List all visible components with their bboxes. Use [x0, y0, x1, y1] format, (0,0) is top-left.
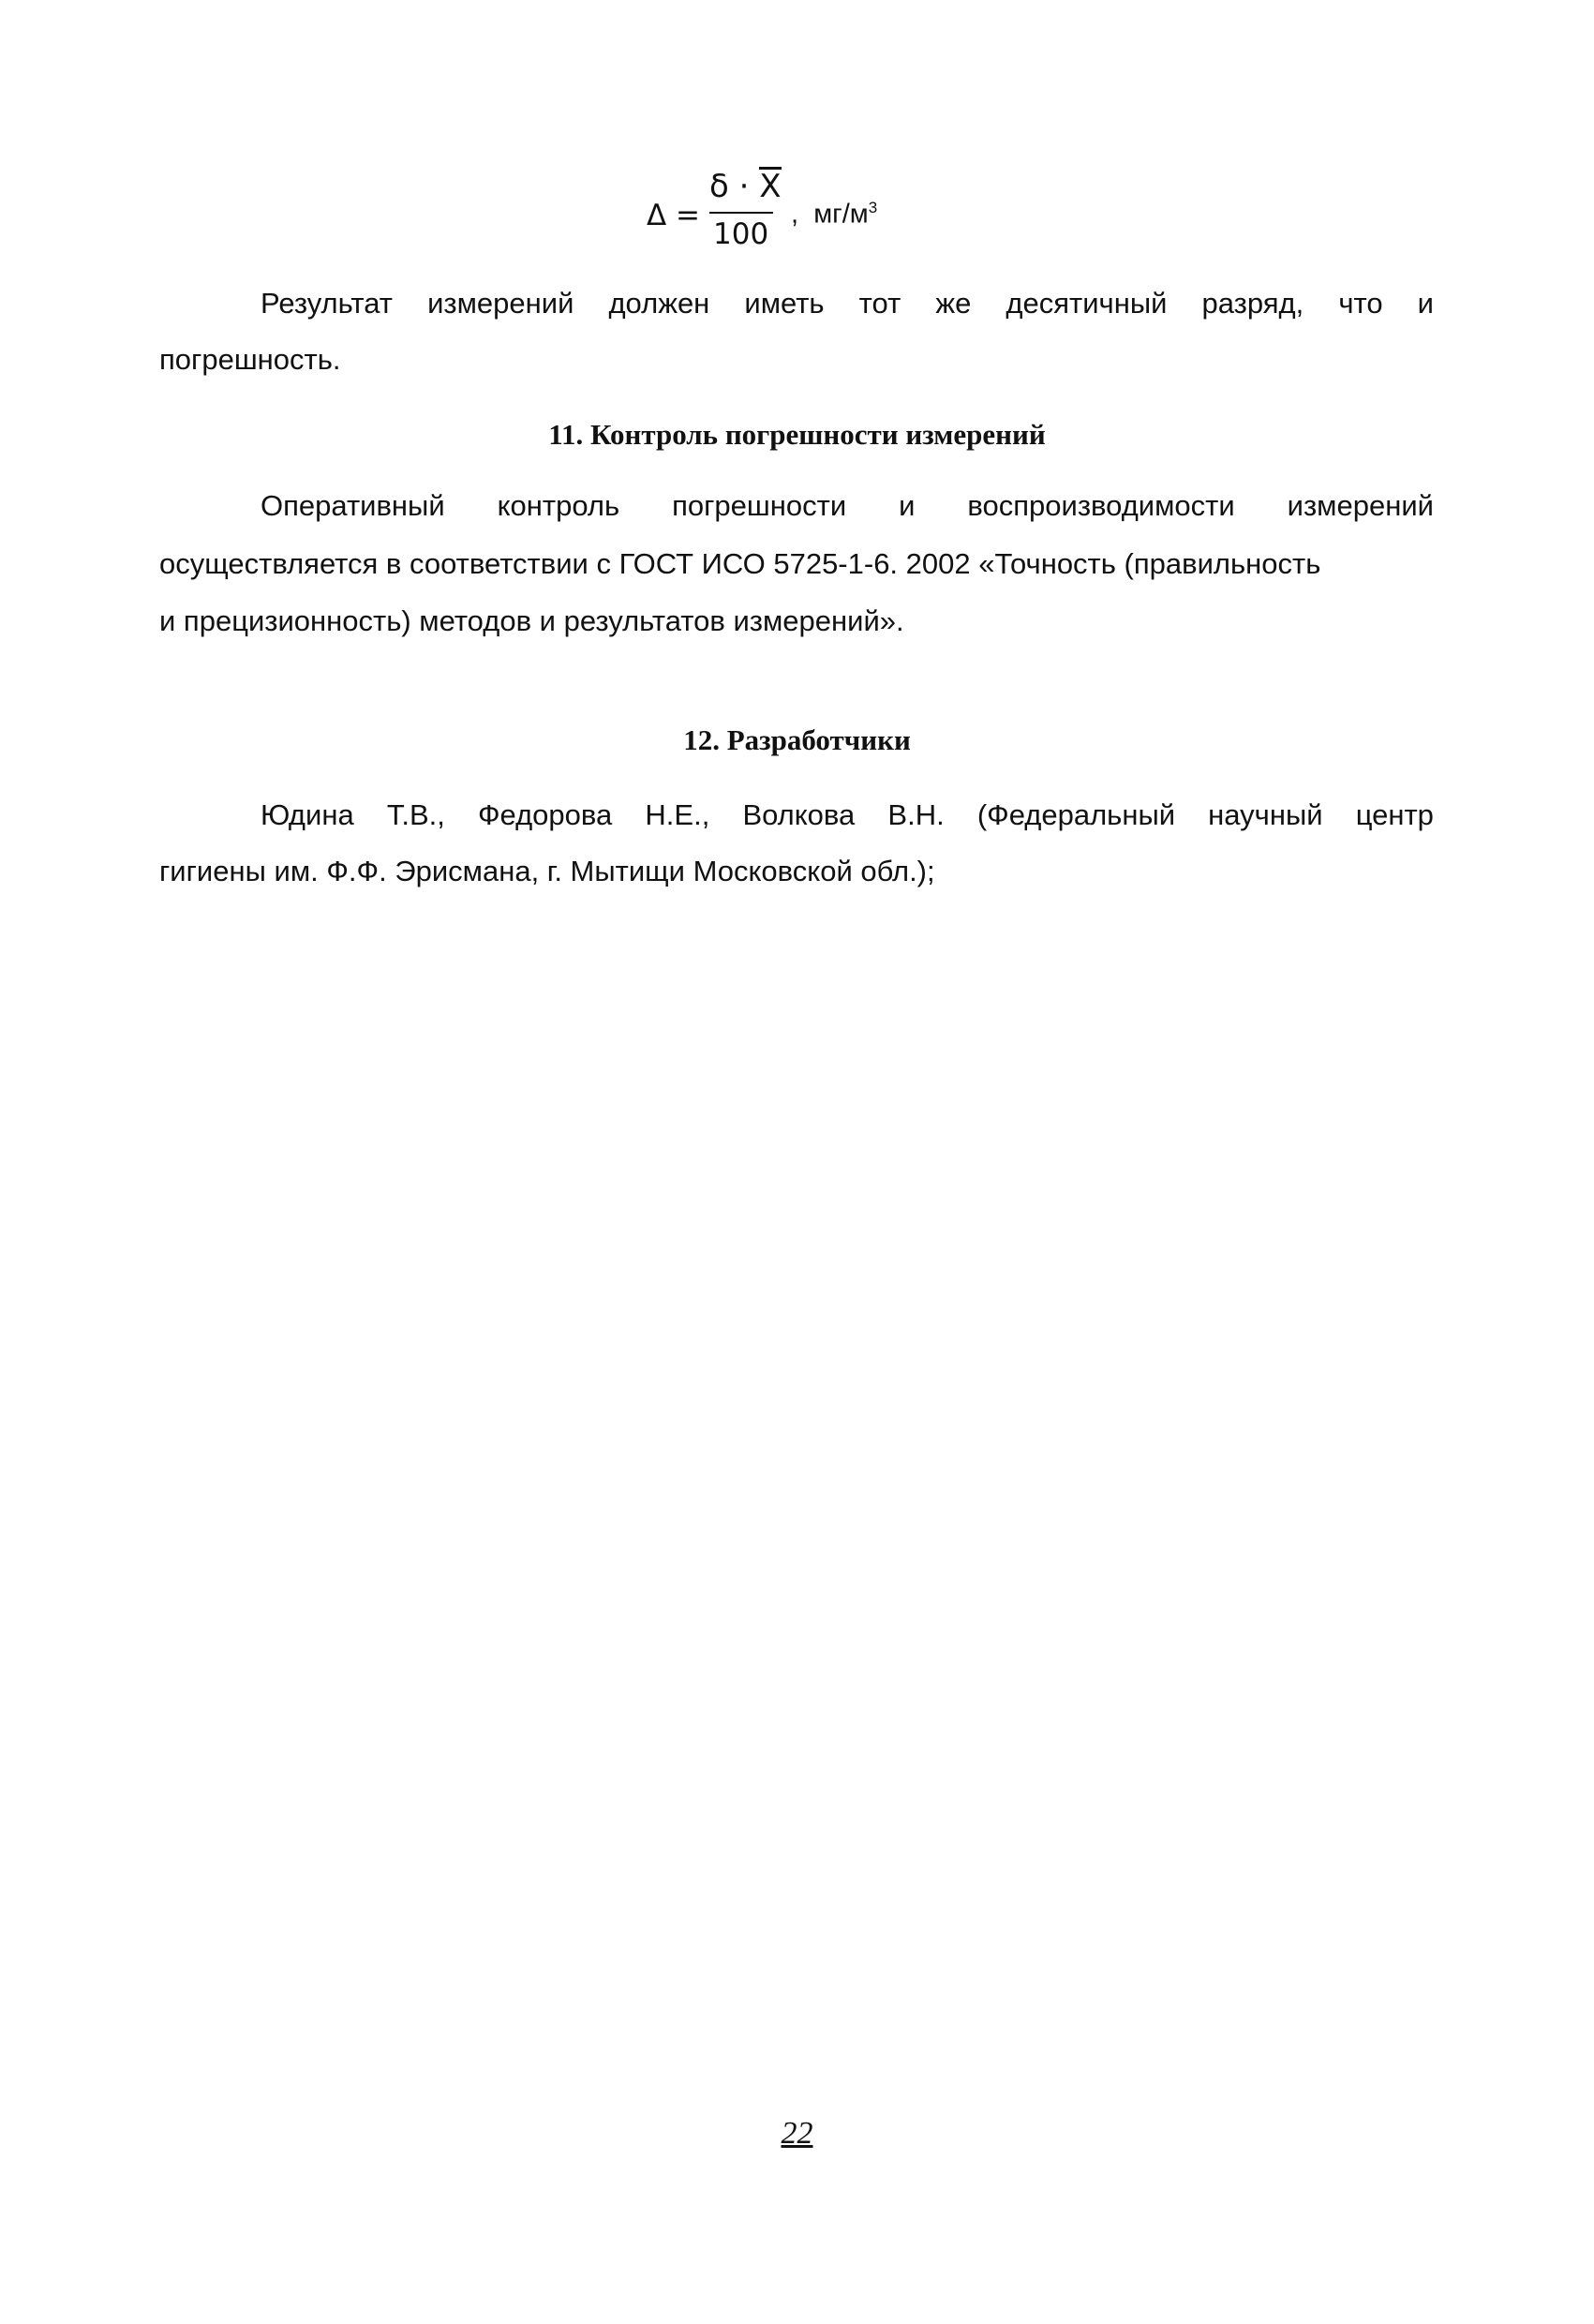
result-note-word: и — [1417, 287, 1434, 320]
section-11-word: погрешности — [672, 489, 847, 522]
section-11-word: контроль — [497, 489, 620, 522]
result-note-word: должен — [608, 287, 710, 320]
section-12-word: В.Н. — [887, 798, 945, 831]
section-11-word: воспроизводимости — [967, 489, 1235, 522]
section-12-word: Юдина — [261, 798, 354, 831]
result-note-word: же — [935, 287, 972, 320]
section-12-heading: 12. Разработчики — [683, 723, 911, 756]
error-formula — [0, 167, 1594, 261]
result-note-line-2: погрешность. — [159, 343, 341, 376]
result-note-word: Результат — [261, 287, 393, 320]
page-number: 22 — [781, 2116, 813, 2151]
result-note-word: что — [1338, 287, 1383, 320]
section-12-word: (Федеральный — [976, 798, 1176, 831]
formula-separator: , — [791, 199, 799, 230]
formula-fraction-bar — [709, 212, 773, 214]
section-11-line-1 — [261, 489, 1434, 523]
formula-unit-exponent: 3 — [868, 199, 878, 216]
section-12-word: Н.Е., — [645, 798, 710, 831]
section-12-line-1 — [261, 798, 1434, 832]
section-11-heading: 11. Контроль погрешности измерений — [548, 418, 1046, 451]
section-11-word: измерений — [1287, 489, 1434, 522]
result-note-word: иметь — [744, 287, 825, 320]
section-11-line-2: осуществляется в соответствии с ГОСТ ИСО 5725-1-6. 2002 «Точность (правильность — [159, 547, 1321, 580]
result-note-line-1 — [261, 287, 1434, 320]
formula-unit — [791, 199, 877, 231]
section-12-word: центр — [1355, 798, 1434, 831]
formula-numerator-xbar: X — [759, 168, 782, 205]
formula-numerator-delta: δ · — [709, 168, 760, 205]
section-12-word: Волкова — [742, 798, 856, 831]
formula-denominator: 100 — [713, 217, 769, 251]
formula-unit-text: мг/м — [813, 199, 869, 230]
formula-lhs: Δ = — [647, 199, 701, 232]
section-11-word: и — [899, 489, 916, 522]
result-note-word: десятичный — [1006, 287, 1168, 320]
section-11-line-3: и прецизионность) методов и результатов измерений». — [159, 604, 904, 637]
result-note-word: тот — [858, 287, 901, 320]
result-note-word: разряд, — [1201, 287, 1304, 320]
section-12-word: Федорова — [477, 798, 613, 831]
section-12-word: Т.В., — [386, 798, 445, 831]
section-12-line-2: гигиены им. Ф.Ф. Эрисмана, г. Мытищи Московской обл.); — [159, 855, 935, 887]
section-12-word: научный — [1208, 798, 1323, 831]
formula-numerator — [709, 167, 782, 205]
result-note-word: измерений — [427, 287, 574, 320]
section-11-word: Оперативный — [261, 489, 445, 522]
